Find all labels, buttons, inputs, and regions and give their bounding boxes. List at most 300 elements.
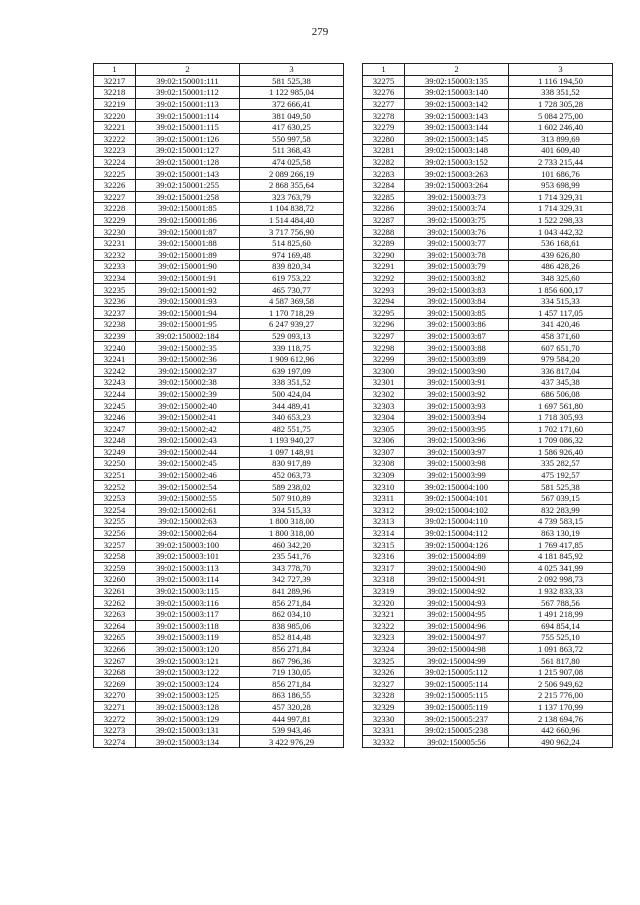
table-row [363, 342, 613, 354]
row-number-cell: 32267 [94, 655, 136, 667]
table-row [94, 388, 344, 400]
cadastral-value-cell: 417 630,25 [240, 121, 344, 133]
cadastral-number-cell: 39:02:150003:135 [405, 75, 509, 87]
row-number-cell: 32257 [94, 539, 136, 551]
cadastral-number-cell: 39:02:150003:73 [405, 191, 509, 203]
table-row [94, 632, 344, 644]
cadastral-number-cell: 39:02:150003:84 [405, 295, 509, 307]
cadastral-number-cell: 39:02:150003:79 [405, 261, 509, 273]
table-row [363, 400, 613, 412]
row-number-cell: 32237 [94, 307, 136, 319]
cadastral-value-cell: 856 271,84 [240, 597, 344, 609]
cadastral-number-cell: 39:02:150005:238 [405, 724, 509, 736]
row-number-cell: 32254 [94, 504, 136, 516]
cadastral-number-cell: 39:02:150001:143 [136, 168, 240, 180]
row-number-cell: 32221 [94, 121, 136, 133]
cadastral-number-cell: 39:02:150004:92 [405, 585, 509, 597]
table-row [94, 330, 344, 342]
row-number-cell: 32294 [363, 295, 405, 307]
cadastral-number-cell: 39:02:150004:90 [405, 562, 509, 574]
cadastral-value-cell: 841 289,96 [240, 585, 344, 597]
cadastral-number-cell: 39:02:150003:114 [136, 574, 240, 586]
table-row [363, 527, 613, 539]
row-number-cell: 32252 [94, 481, 136, 493]
table-row [94, 110, 344, 122]
row-number-cell: 32238 [94, 319, 136, 331]
table-row [94, 724, 344, 736]
cadastral-value-cell: 2 733 215,44 [509, 156, 613, 168]
cadastral-value-cell: 719 130,05 [240, 666, 344, 678]
table-row [363, 272, 613, 284]
table-row [94, 411, 344, 423]
cadastral-number-cell: 39:02:150003:143 [405, 110, 509, 122]
cadastral-number-cell: 39:02:150005:112 [405, 666, 509, 678]
cadastral-value-cell: 486 428,26 [509, 261, 613, 273]
table-row [363, 516, 613, 528]
cadastral-number-cell: 39:02:150003:95 [405, 423, 509, 435]
table-row [94, 574, 344, 586]
table-row [363, 608, 613, 620]
table-row [94, 608, 344, 620]
cadastral-value-cell: 567 788,56 [509, 597, 613, 609]
cadastral-number-cell: 39:02:150002:64 [136, 527, 240, 539]
cadastral-value-cell: 3 717 756,90 [240, 226, 344, 238]
row-number-cell: 32299 [363, 353, 405, 365]
table-row [363, 203, 613, 215]
cadastral-table-left [93, 63, 344, 748]
table-row [94, 423, 344, 435]
cadastral-value-cell: 1 514 484,40 [240, 214, 344, 226]
cadastral-value-cell: 581 525,38 [240, 75, 344, 87]
cadastral-number-cell: 39:02:150003:76 [405, 226, 509, 238]
row-number-cell: 32327 [363, 678, 405, 690]
row-number-cell: 32242 [94, 365, 136, 377]
cadastral-value-cell: 475 192,57 [509, 469, 613, 481]
row-number-cell: 32287 [363, 214, 405, 226]
cadastral-value-cell: 581 525,38 [509, 481, 613, 493]
table-row [94, 261, 344, 273]
cadastral-value-cell: 856 271,84 [240, 678, 344, 690]
table-row [94, 87, 344, 99]
cadastral-value-cell: 343 778,70 [240, 562, 344, 574]
cadastral-value-cell: 1 909 612,96 [240, 353, 344, 365]
cadastral-value-cell: 1 769 417,85 [509, 539, 613, 551]
cadastral-value-cell: 1 170 718,29 [240, 307, 344, 319]
table-row [94, 469, 344, 481]
table-row [94, 237, 344, 249]
cadastral-value-cell: 1 932 833,33 [509, 585, 613, 597]
cadastral-number-cell: 39:02:150003:263 [405, 168, 509, 180]
table-row [363, 365, 613, 377]
cadastral-value-cell: 561 817,80 [509, 655, 613, 667]
table-row [94, 203, 344, 215]
row-number-cell: 32278 [363, 110, 405, 122]
table-row [94, 342, 344, 354]
table-row [363, 504, 613, 516]
table-row [363, 643, 613, 655]
table-row [94, 307, 344, 319]
row-number-cell: 32324 [363, 643, 405, 655]
row-number-cell: 32241 [94, 353, 136, 365]
table-row [94, 527, 344, 539]
cadastral-number-cell: 39:02:150002:55 [136, 492, 240, 504]
cadastral-number-cell: 39:02:150003:74 [405, 203, 509, 215]
table-row [363, 492, 613, 504]
table-row [363, 713, 613, 725]
cadastral-number-cell: 39:02:150003:115 [136, 585, 240, 597]
cadastral-value-cell: 339 118,75 [240, 342, 344, 354]
cadastral-number-cell: 39:02:150003:93 [405, 400, 509, 412]
table-row [363, 736, 613, 748]
row-number-cell: 32320 [363, 597, 405, 609]
row-number-cell: 32283 [363, 168, 405, 180]
cadastral-number-cell: 39:02:150003:87 [405, 330, 509, 342]
table-row [94, 585, 344, 597]
cadastral-value-cell: 1 043 442,32 [509, 226, 613, 238]
table-row [94, 75, 344, 87]
cadastral-number-cell: 39:02:150003:113 [136, 562, 240, 574]
cadastral-number-cell: 39:02:150003:140 [405, 87, 509, 99]
row-number-cell: 32248 [94, 435, 136, 447]
row-number-cell: 32328 [363, 690, 405, 702]
row-number-cell: 32250 [94, 458, 136, 470]
row-number-cell: 32285 [363, 191, 405, 203]
row-number-cell: 32317 [363, 562, 405, 574]
cadastral-number-cell: 39:02:150005:56 [405, 736, 509, 748]
row-number-cell: 32263 [94, 608, 136, 620]
table-row [363, 353, 613, 365]
cadastral-number-cell: 39:02:150001:112 [136, 87, 240, 99]
cadastral-value-cell: 452 063,73 [240, 469, 344, 481]
cadastral-value-cell: 401 609,40 [509, 145, 613, 157]
row-number-cell: 32255 [94, 516, 136, 528]
cadastral-value-cell: 3 422 976,29 [240, 736, 344, 748]
cadastral-number-cell: 39:02:150003:152 [405, 156, 509, 168]
cadastral-value-cell: 830 917,89 [240, 458, 344, 470]
table-row [94, 133, 344, 145]
cadastral-value-cell: 1 602 246,40 [509, 121, 613, 133]
cadastral-value-cell: 1 491 218,99 [509, 608, 613, 620]
cadastral-value-cell: 372 666,41 [240, 98, 344, 110]
cadastral-number-cell: 39:02:150003:86 [405, 319, 509, 331]
cadastral-value-cell: 1 702 171,60 [509, 423, 613, 435]
row-number-cell: 32305 [363, 423, 405, 435]
table-row [363, 562, 613, 574]
cadastral-value-cell: 334 515,33 [240, 504, 344, 516]
cadastral-value-cell: 862 034,10 [240, 608, 344, 620]
table-row [94, 191, 344, 203]
cadastral-value-cell: 1 714 329,31 [509, 203, 613, 215]
table-row [363, 110, 613, 122]
table-row [363, 156, 613, 168]
table-row [363, 284, 613, 296]
table-row [363, 597, 613, 609]
table-row [363, 678, 613, 690]
table-row [94, 516, 344, 528]
row-number-cell: 32235 [94, 284, 136, 296]
row-number-cell: 32312 [363, 504, 405, 516]
cadastral-number-cell: 39:02:150004:96 [405, 620, 509, 632]
cadastral-number-cell: 39:02:150001:86 [136, 214, 240, 226]
row-number-cell: 32306 [363, 435, 405, 447]
cadastral-number-cell: 39:02:150002:45 [136, 458, 240, 470]
row-number-cell: 32310 [363, 481, 405, 493]
table-row [363, 458, 613, 470]
cadastral-value-cell: 342 727,39 [240, 574, 344, 586]
cadastral-value-cell: 639 197,09 [240, 365, 344, 377]
cadastral-value-cell: 694 854,14 [509, 620, 613, 632]
row-number-cell: 32271 [94, 701, 136, 713]
table-row [363, 632, 613, 644]
table-row [94, 446, 344, 458]
cadastral-value-cell: 1 800 318,00 [240, 516, 344, 528]
cadastral-number-cell: 39:02:150003:98 [405, 458, 509, 470]
cadastral-value-cell: 838 985,06 [240, 620, 344, 632]
cadastral-value-cell: 1 457 117,05 [509, 307, 613, 319]
table-row [94, 168, 344, 180]
cadastral-value-cell: 442 660,96 [509, 724, 613, 736]
cadastral-value-cell: 500 424,04 [240, 388, 344, 400]
cadastral-number-cell: 39:02:150001:111 [136, 75, 240, 87]
row-number-cell: 32291 [363, 261, 405, 273]
cadastral-value-cell: 550 997,58 [240, 133, 344, 145]
cadastral-table-right [362, 63, 613, 748]
row-number-cell: 32261 [94, 585, 136, 597]
row-number-cell: 32228 [94, 203, 136, 215]
cadastral-number-cell: 39:02:150003:96 [405, 435, 509, 447]
row-number-cell: 32247 [94, 423, 136, 435]
cadastral-value-cell: 474 025,58 [240, 156, 344, 168]
row-number-cell: 32232 [94, 249, 136, 261]
cadastral-number-cell: 39:02:150004:93 [405, 597, 509, 609]
cadastral-number-cell: 39:02:150003:144 [405, 121, 509, 133]
table-row [363, 330, 613, 342]
cadastral-value-cell: 1 215 907,08 [509, 666, 613, 678]
row-number-cell: 32288 [363, 226, 405, 238]
table-row [363, 121, 613, 133]
cadastral-number-cell: 39:02:150003:145 [405, 133, 509, 145]
cadastral-number-cell: 39:02:150002:39 [136, 388, 240, 400]
cadastral-number-cell: 39:02:150003:128 [136, 701, 240, 713]
cadastral-value-cell: 340 653,23 [240, 411, 344, 423]
cadastral-value-cell: 348 325,60 [509, 272, 613, 284]
table-row [363, 191, 613, 203]
row-number-cell: 32266 [94, 643, 136, 655]
table-row [94, 400, 344, 412]
cadastral-value-cell: 439 626,80 [509, 249, 613, 261]
cadastral-number-cell: 39:02:150002:38 [136, 377, 240, 389]
cadastral-value-cell: 338 351,52 [240, 377, 344, 389]
table-row [363, 655, 613, 667]
cadastral-value-cell: 344 489,41 [240, 400, 344, 412]
cadastral-value-cell: 536 168,61 [509, 237, 613, 249]
row-number-cell: 32301 [363, 377, 405, 389]
table-row [363, 724, 613, 736]
cadastral-number-cell: 39:02:150002:54 [136, 481, 240, 493]
table-row [94, 249, 344, 261]
table-row [94, 690, 344, 702]
row-number-cell: 32295 [363, 307, 405, 319]
row-number-cell: 32260 [94, 574, 136, 586]
row-number-cell: 32245 [94, 400, 136, 412]
cadastral-value-cell: 953 698,99 [509, 179, 613, 191]
cadastral-number-cell: 39:02:150001:93 [136, 295, 240, 307]
cadastral-value-cell: 2 215 776,00 [509, 690, 613, 702]
cadastral-number-cell: 39:02:150002:63 [136, 516, 240, 528]
cadastral-value-cell: 1 800 318,00 [240, 527, 344, 539]
cadastral-number-cell: 39:02:150004:89 [405, 550, 509, 562]
cadastral-value-cell: 507 910,89 [240, 492, 344, 504]
table-row [363, 585, 613, 597]
cadastral-value-cell: 313 899,69 [509, 133, 613, 145]
row-number-cell: 32227 [94, 191, 136, 203]
cadastral-value-cell: 437 345,38 [509, 377, 613, 389]
row-number-cell: 32253 [94, 492, 136, 504]
row-number-cell: 32246 [94, 411, 136, 423]
cadastral-number-cell: 39:02:150002:41 [136, 411, 240, 423]
row-number-cell: 32307 [363, 446, 405, 458]
cadastral-value-cell: 2 506 949,62 [509, 678, 613, 690]
row-number-cell: 32229 [94, 214, 136, 226]
cadastral-value-cell: 1 718 305,93 [509, 411, 613, 423]
table-row [94, 214, 344, 226]
table-row [94, 678, 344, 690]
cadastral-value-cell: 867 796,36 [240, 655, 344, 667]
table-row [363, 98, 613, 110]
cadastral-value-cell: 335 282,57 [509, 458, 613, 470]
row-number-cell: 32323 [363, 632, 405, 644]
header-cell-number: 1 [94, 64, 136, 76]
cadastral-value-cell: 2 089 266,19 [240, 168, 344, 180]
row-number-cell: 32297 [363, 330, 405, 342]
table-row [363, 550, 613, 562]
row-number-cell: 32225 [94, 168, 136, 180]
cadastral-value-cell: 2 868 355,64 [240, 179, 344, 191]
row-number-cell: 32230 [94, 226, 136, 238]
cadastral-number-cell: 39:02:150003:148 [405, 145, 509, 157]
cadastral-number-cell: 39:02:150005:114 [405, 678, 509, 690]
cadastral-value-cell: 839 820,34 [240, 261, 344, 273]
table-row [94, 701, 344, 713]
table-row [94, 145, 344, 157]
row-number-cell: 32277 [363, 98, 405, 110]
cadastral-number-cell: 39:02:150002:43 [136, 435, 240, 447]
cadastral-number-cell: 39:02:150001:113 [136, 98, 240, 110]
cadastral-number-cell: 39:02:150003:91 [405, 377, 509, 389]
cadastral-value-cell: 334 515,33 [509, 295, 613, 307]
table-row [363, 249, 613, 261]
table-row [94, 365, 344, 377]
table-row [363, 75, 613, 87]
table-row [363, 179, 613, 191]
row-number-cell: 32233 [94, 261, 136, 273]
page-number: 279 [311, 26, 329, 38]
row-number-cell: 32300 [363, 365, 405, 377]
table-row [363, 377, 613, 389]
cadastral-value-cell: 1 697 561,80 [509, 400, 613, 412]
table-row [94, 504, 344, 516]
cadastral-number-cell: 39:02:150005:237 [405, 713, 509, 725]
cadastral-number-cell: 39:02:150003:116 [136, 597, 240, 609]
row-number-cell: 32220 [94, 110, 136, 122]
cadastral-value-cell: 1 116 194,50 [509, 75, 613, 87]
table-row [363, 133, 613, 145]
table-row [363, 423, 613, 435]
row-number-cell: 32226 [94, 179, 136, 191]
table-row [94, 121, 344, 133]
row-number-cell: 32275 [363, 75, 405, 87]
cadastral-value-cell: 1 728 305,28 [509, 98, 613, 110]
row-number-cell: 32258 [94, 550, 136, 562]
cadastral-value-cell: 338 351,52 [509, 87, 613, 99]
cadastral-number-cell: 39:02:150001:95 [136, 319, 240, 331]
cadastral-value-cell: 852 814,48 [240, 632, 344, 644]
table-row [94, 353, 344, 365]
table-row [363, 388, 613, 400]
cadastral-number-cell: 39:02:150005:119 [405, 701, 509, 713]
row-number-cell: 32293 [363, 284, 405, 296]
cadastral-value-cell: 529 093,13 [240, 330, 344, 342]
cadastral-number-cell: 39:02:150003:94 [405, 411, 509, 423]
cadastral-number-cell: 39:02:150002:37 [136, 365, 240, 377]
cadastral-number-cell: 39:02:150004:100 [405, 481, 509, 493]
cadastral-number-cell: 39:02:150003:142 [405, 98, 509, 110]
row-number-cell: 32243 [94, 377, 136, 389]
cadastral-number-cell: 39:02:150001:90 [136, 261, 240, 273]
cadastral-value-cell: 979 584,20 [509, 353, 613, 365]
cadastral-value-cell: 863 186,55 [240, 690, 344, 702]
cadastral-number-cell: 39:02:150003:101 [136, 550, 240, 562]
cadastral-number-cell: 39:02:150003:122 [136, 666, 240, 678]
cadastral-value-cell: 460 342,20 [240, 539, 344, 551]
cadastral-number-cell: 39:02:150001:85 [136, 203, 240, 215]
row-number-cell: 32259 [94, 562, 136, 574]
table-row [363, 319, 613, 331]
row-number-cell: 32308 [363, 458, 405, 470]
cadastral-value-cell: 381 049,50 [240, 110, 344, 122]
header-cell-number: 1 [363, 64, 405, 76]
cadastral-number-cell: 39:02:150003:124 [136, 678, 240, 690]
cadastral-value-cell: 607 651,70 [509, 342, 613, 354]
row-number-cell: 32256 [94, 527, 136, 539]
table-row [94, 319, 344, 331]
cadastral-number-cell: 39:02:150001:128 [136, 156, 240, 168]
table-row [94, 666, 344, 678]
table-row [363, 539, 613, 551]
table-header-row [363, 64, 613, 76]
table-header-row [94, 64, 344, 76]
cadastral-value-cell: 457 320,28 [240, 701, 344, 713]
table-row [363, 435, 613, 447]
cadastral-value-cell: 589 238,02 [240, 481, 344, 493]
row-number-cell: 32319 [363, 585, 405, 597]
table-row [363, 87, 613, 99]
cadastral-value-cell: 465 730,77 [240, 284, 344, 296]
cadastral-value-cell: 974 169,48 [240, 249, 344, 261]
row-number-cell: 32303 [363, 400, 405, 412]
cadastral-value-cell: 755 525,10 [509, 632, 613, 644]
cadastral-number-cell: 39:02:150003:125 [136, 690, 240, 702]
row-number-cell: 32331 [363, 724, 405, 736]
table-row [94, 284, 344, 296]
row-number-cell: 32329 [363, 701, 405, 713]
row-number-cell: 32281 [363, 145, 405, 157]
table-row [363, 701, 613, 713]
cadastral-number-cell: 39:02:150003:97 [405, 446, 509, 458]
row-number-cell: 32280 [363, 133, 405, 145]
cadastral-value-cell: 1 709 086,32 [509, 435, 613, 447]
cadastral-value-cell: 4 587 369,58 [240, 295, 344, 307]
